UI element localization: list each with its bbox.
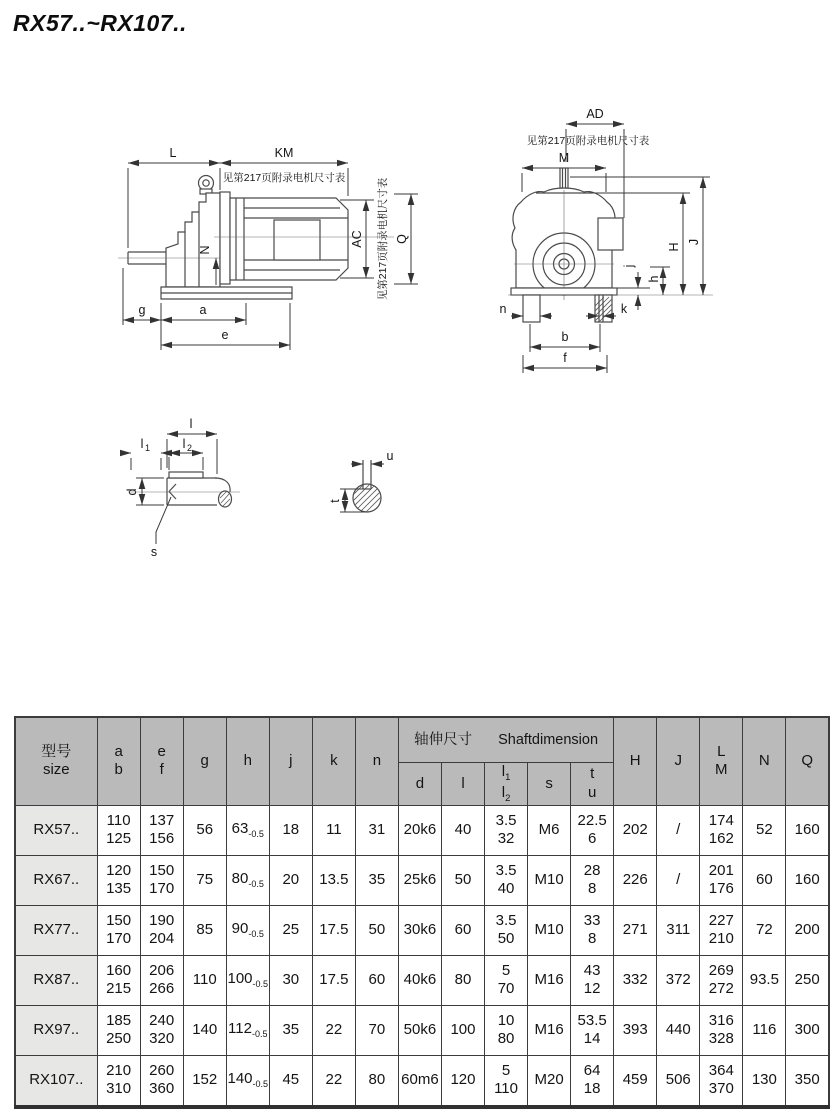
motor-note-front: 见第217页附录电机尺寸表 [526, 135, 650, 147]
cell-s: M16 [528, 1005, 571, 1055]
dim-label-f: f [563, 351, 567, 365]
cell-N: 93.5 [743, 955, 786, 1005]
cell-H: 393 [614, 1005, 657, 1055]
cell-d: 40k6 [398, 955, 441, 1005]
dim-label-s: s [150, 545, 158, 559]
cell-ef: 150 170 [140, 855, 183, 905]
dim-label-j: j [622, 264, 636, 268]
dim-label-n: n [499, 302, 507, 316]
dim-label-N: N [198, 245, 212, 255]
dim-label-l1: l [140, 437, 144, 451]
cell-d: 50k6 [398, 1005, 441, 1055]
cell-g: 85 [183, 905, 226, 955]
cell-g: 75 [183, 855, 226, 905]
cell-l12: 3.5 50 [485, 905, 528, 955]
header-LM: L M [700, 717, 743, 805]
cell-l: 120 [441, 1055, 484, 1107]
cell-n: 35 [355, 855, 398, 905]
table-header [15, 717, 829, 805]
dim-label-l1-sub: 1 [145, 443, 151, 453]
cell-ef: 137 156 [140, 805, 183, 855]
cell-Q: 300 [786, 1005, 829, 1055]
cell-LM: 201 176 [700, 855, 743, 905]
cell-s: M20 [528, 1055, 571, 1107]
header-j: j [269, 717, 312, 805]
cell-j: 45 [269, 1055, 312, 1107]
header-d: d [398, 763, 441, 806]
cell-h: $140_{-0.5}$ [226, 1055, 269, 1107]
header-N: N [743, 717, 786, 805]
cell-g: 152 [183, 1055, 226, 1107]
dim-label-Q: Q [395, 234, 409, 244]
model-cell: RX107.. [15, 1055, 97, 1107]
cell-ab: 210 310 [97, 1055, 140, 1107]
cell-tu: 53.5 14 [571, 1005, 614, 1055]
cell-ef: 190 204 [140, 905, 183, 955]
cell-l: 50 [441, 855, 484, 905]
cell-LM: 316 328 [700, 1005, 743, 1055]
cell-H: 332 [614, 955, 657, 1005]
cell-ab: 110 125 [97, 805, 140, 855]
header-n: n [355, 717, 398, 805]
cell-d: 25k6 [398, 855, 441, 905]
table-row [15, 905, 829, 955]
cell-J: 506 [657, 1055, 700, 1107]
cell-N: 130 [743, 1055, 786, 1107]
cell-LM: 364 370 [700, 1055, 743, 1107]
cell-h: $80_{-0.5}$ [226, 855, 269, 905]
cell-H: 459 [614, 1055, 657, 1107]
cell-ab: 185 250 [97, 1005, 140, 1055]
cell-Q: 160 [786, 855, 829, 905]
header-s: s [528, 763, 571, 806]
page-title: RX57..~RX107.. [13, 10, 187, 36]
cell-k: 17.5 [312, 955, 355, 1005]
cell-l12: 5 70 [485, 955, 528, 1005]
cell-H: 226 [614, 855, 657, 905]
cell-N: 52 [743, 805, 786, 855]
cell-ab: 150 170 [97, 905, 140, 955]
header-H: H [614, 717, 657, 805]
cell-d: 30k6 [398, 905, 441, 955]
dim-label-AD: AD [586, 107, 604, 121]
cell-J: / [657, 805, 700, 855]
motor-note: 见第217页附录电机尺寸表 [222, 172, 346, 184]
table-row [15, 1055, 829, 1107]
dimension-table [14, 716, 830, 1109]
cell-n: 70 [355, 1005, 398, 1055]
cell-s: M16 [528, 955, 571, 1005]
table-body [15, 805, 829, 1107]
cell-tu: 22.5 6 [571, 805, 614, 855]
header-Q: Q [786, 717, 829, 805]
header-J: J [657, 717, 700, 805]
dim-label-b: b [561, 330, 569, 344]
front-view-drawing [478, 92, 730, 392]
dim-label-u: u [386, 449, 394, 463]
cell-l: 40 [441, 805, 484, 855]
cell-ab: 120 135 [97, 855, 140, 905]
cell-s: M10 [528, 855, 571, 905]
dim-label-H: H [667, 242, 681, 252]
model-cell: RX77.. [15, 905, 97, 955]
cell-J: 440 [657, 1005, 700, 1055]
cell-LM: 269 272 [700, 955, 743, 1005]
header-l: l [441, 763, 484, 806]
cell-h: $63_{-0.5}$ [226, 805, 269, 855]
model-cell: RX87.. [15, 955, 97, 1005]
dim-label-KM: KM [274, 146, 294, 160]
cell-k: 22 [312, 1055, 355, 1107]
cell-ef: 240 320 [140, 1005, 183, 1055]
cell-j: 18 [269, 805, 312, 855]
header-tu: t u [571, 763, 614, 806]
cell-j: 20 [269, 855, 312, 905]
cell-g: 140 [183, 1005, 226, 1055]
cell-J: / [657, 855, 700, 905]
dim-label-L: L [169, 146, 177, 160]
dim-label-a: a [199, 303, 207, 317]
dim-label-J: J [687, 238, 701, 246]
cell-n: 50 [355, 905, 398, 955]
cell-k: 11 [312, 805, 355, 855]
dim-label-M: M [558, 151, 570, 165]
cell-Q: 350 [786, 1055, 829, 1107]
cell-ab: 160 215 [97, 955, 140, 1005]
cell-tu: 33 8 [571, 905, 614, 955]
cell-n: 60 [355, 955, 398, 1005]
dim-label-l: l [189, 417, 193, 431]
cell-l: 80 [441, 955, 484, 1005]
dim-label-d: d [125, 488, 139, 496]
cell-d: 60m6 [398, 1055, 441, 1107]
cell-Q: 200 [786, 905, 829, 955]
shaft-detail-drawing [118, 408, 430, 568]
header-shaft-group: 轴伸尺寸 Shaftdimension [398, 717, 613, 763]
cell-ef: 260 360 [140, 1055, 183, 1107]
dim-label-h: h [647, 275, 661, 283]
cell-J: 372 [657, 955, 700, 1005]
dim-label-e: e [221, 328, 229, 342]
cell-d: 20k6 [398, 805, 441, 855]
cell-n: 80 [355, 1055, 398, 1107]
dim-label-t: t [328, 499, 342, 503]
cell-n: 31 [355, 805, 398, 855]
table-row [15, 1005, 829, 1055]
cell-l: 60 [441, 905, 484, 955]
cell-N: 60 [743, 855, 786, 905]
header-h: h [226, 717, 269, 805]
cell-l: 100 [441, 1005, 484, 1055]
cell-h: $100_{-0.5}$ [226, 955, 269, 1005]
dim-label-AC: AC [350, 230, 364, 248]
cell-N: 116 [743, 1005, 786, 1055]
cell-k: 22 [312, 1005, 355, 1055]
header-size: 型号 size [15, 717, 97, 805]
cell-l12: 5 110 [485, 1055, 528, 1107]
table-row [15, 955, 829, 1005]
motor-note-vertical: 见第217页附录电机尺寸表 [377, 177, 389, 301]
cell-j: 30 [269, 955, 312, 1005]
cell-Q: 250 [786, 955, 829, 1005]
cell-k: 17.5 [312, 905, 355, 955]
cell-g: 110 [183, 955, 226, 1005]
table-row [15, 805, 829, 855]
cell-g: 56 [183, 805, 226, 855]
header-ab: a b [97, 717, 140, 805]
cell-s: M6 [528, 805, 571, 855]
cell-Q: 160 [786, 805, 829, 855]
side-view-drawing [78, 88, 510, 398]
cell-l12: 3.5 40 [485, 855, 528, 905]
cell-LM: 227 210 [700, 905, 743, 955]
cell-tu: 64 18 [571, 1055, 614, 1107]
dim-label-l2-sub: 2 [187, 443, 193, 453]
header-k: k [312, 717, 355, 805]
cell-h: $90_{-0.5}$ [226, 905, 269, 955]
table-row [15, 855, 829, 905]
header-g: g [183, 717, 226, 805]
header-l12: $l_1$ $l_2$ [485, 763, 528, 806]
dim-label-l2: l [182, 437, 186, 451]
cell-ef: 206 266 [140, 955, 183, 1005]
model-cell: RX57.. [15, 805, 97, 855]
dim-label-g: g [138, 303, 146, 317]
cell-N: 72 [743, 905, 786, 955]
cell-h: $112_{-0.5}$ [226, 1005, 269, 1055]
cell-j: 25 [269, 905, 312, 955]
model-cell: RX67.. [15, 855, 97, 905]
cell-tu: 28 8 [571, 855, 614, 905]
cell-LM: 174 162 [700, 805, 743, 855]
cell-l12: 3.5 32 [485, 805, 528, 855]
cell-H: 271 [614, 905, 657, 955]
cell-s: M10 [528, 905, 571, 955]
cell-j: 35 [269, 1005, 312, 1055]
cell-H: 202 [614, 805, 657, 855]
model-cell: RX97.. [15, 1005, 97, 1055]
cell-J: 311 [657, 905, 700, 955]
dim-label-k: k [620, 302, 628, 316]
header-ef: e f [140, 717, 183, 805]
cell-tu: 43 12 [571, 955, 614, 1005]
cell-l12: 10 80 [485, 1005, 528, 1055]
cell-k: 13.5 [312, 855, 355, 905]
